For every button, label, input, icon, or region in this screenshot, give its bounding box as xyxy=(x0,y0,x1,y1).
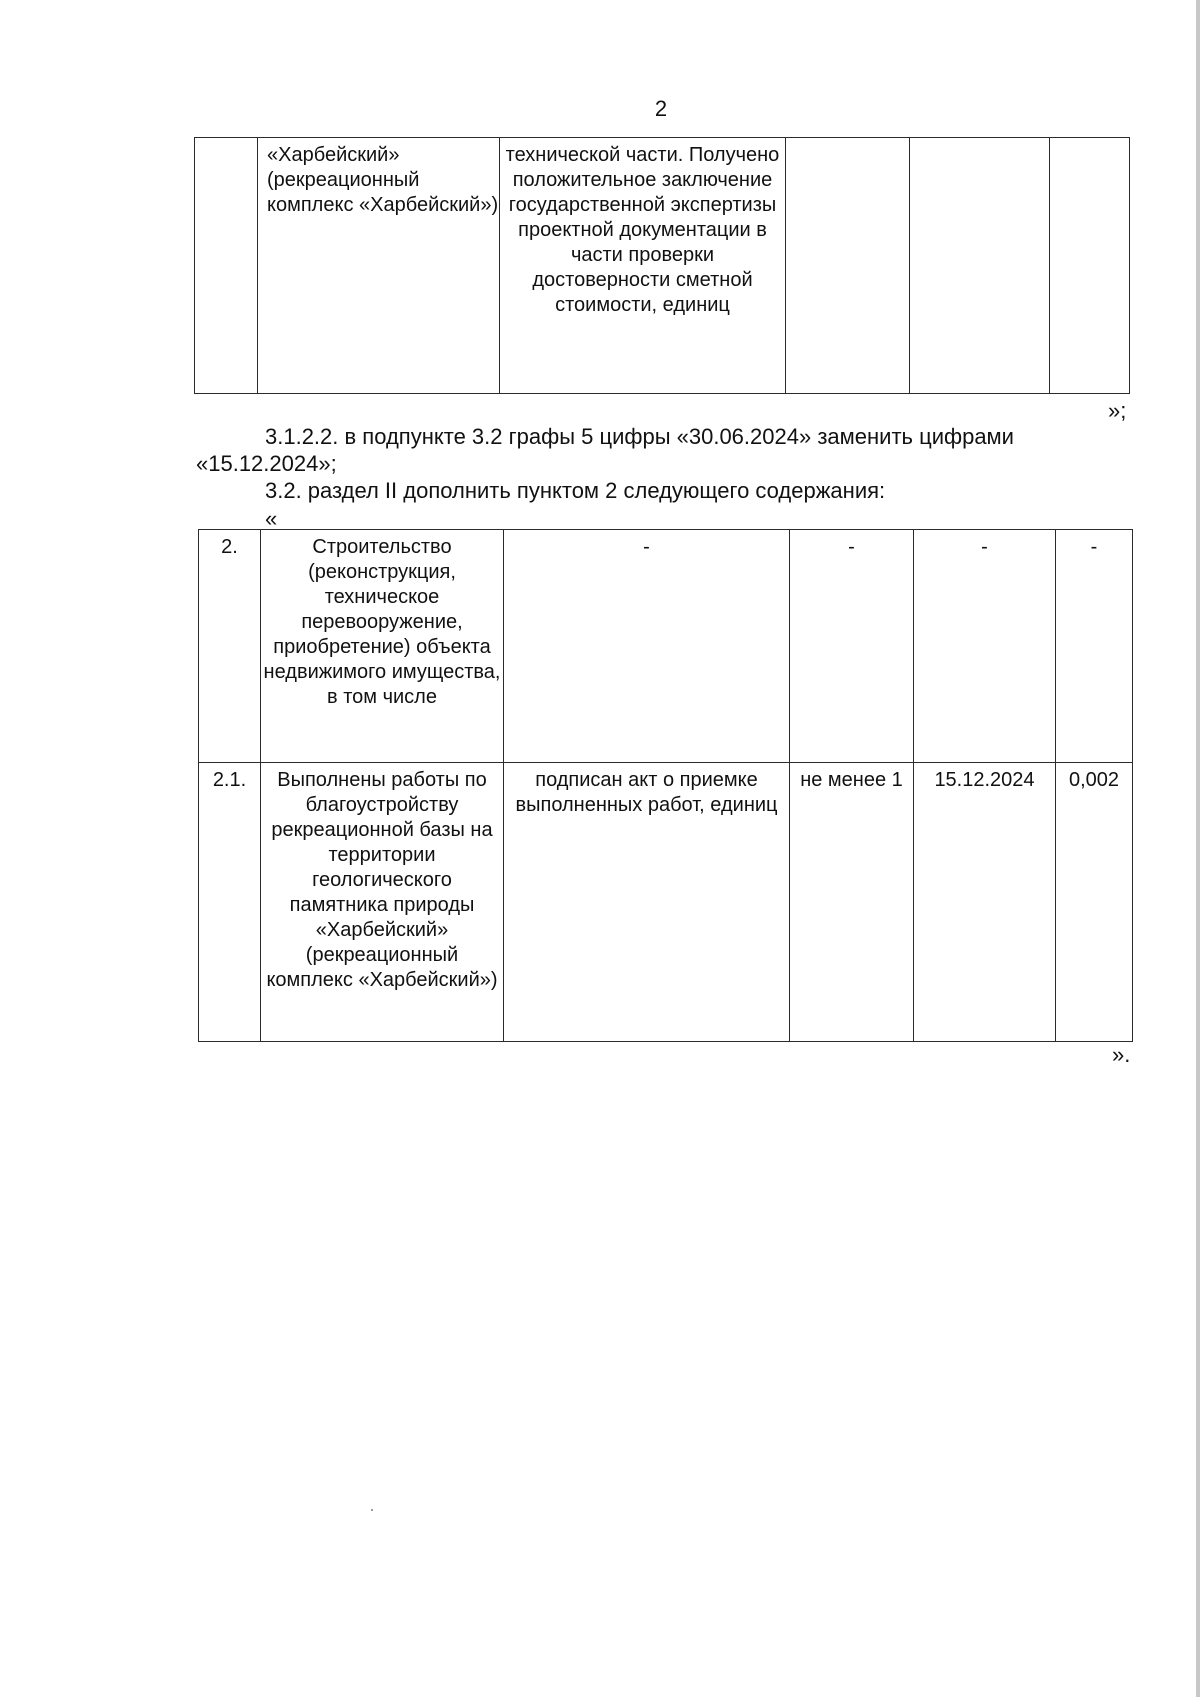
amount-cell xyxy=(1050,138,1130,394)
value-cell: - xyxy=(790,530,914,763)
date-cell: 15.12.2024 xyxy=(914,763,1056,1042)
indicator-cell: подписан акт о приемке выполненных работ, единиц xyxy=(504,763,790,1042)
indicator-cell: - xyxy=(504,530,790,763)
amount-cell: 0,002 xyxy=(1056,763,1133,1042)
object-name-cell: Строительство (реконструкция, техническое перевооружение, приобретение) объекта недвижимого имущества, в том числе xyxy=(261,530,504,763)
new-item-table xyxy=(198,529,1133,1042)
page-edge xyxy=(1196,0,1200,1697)
scan-speck xyxy=(371,1509,373,1511)
row-number-cell: 2.1. xyxy=(199,763,261,1042)
opening-quote: « xyxy=(265,506,278,531)
page-number: 2 xyxy=(654,96,668,121)
date-cell xyxy=(910,138,1050,394)
closing-quote: »; xyxy=(1108,398,1127,423)
table-row xyxy=(199,530,1133,763)
value-cell: не менее 1 xyxy=(790,763,914,1042)
closing-quote-final: ». xyxy=(1112,1042,1131,1067)
object-name-cell: Выполнены работы по благоустройству рекреационной базы на территории геологического памятника природы «Харбейский» (рекреационный комплекс «Харбейский») xyxy=(261,763,504,1042)
value-cell xyxy=(786,138,910,394)
amount-cell: - xyxy=(1056,530,1133,763)
table-row xyxy=(195,138,1130,394)
table-row xyxy=(199,763,1133,1042)
object-name-cell: «Харбейский» (рекреационный комплекс «Харбейский») xyxy=(258,138,500,394)
indicator-cell: технической части. Получено положительное заключение государственной экспертизы проектной документации в части проверки достоверности сметной стоимости, единиц xyxy=(500,138,786,394)
date-cell: - xyxy=(914,530,1056,763)
continued-table xyxy=(194,137,1130,394)
amendment-paragraph-line2: «15.12.2024»; xyxy=(196,451,337,476)
row-number-cell xyxy=(195,138,258,394)
section-addition-paragraph: 3.2. раздел II дополнить пунктом 2 следующего содержания: xyxy=(265,478,886,503)
amendment-paragraph-line1: 3.1.2.2. в подпункте 3.2 графы 5 цифры «30.06.2024» заменить цифрами xyxy=(265,424,1014,449)
row-number-cell: 2. xyxy=(199,530,261,763)
